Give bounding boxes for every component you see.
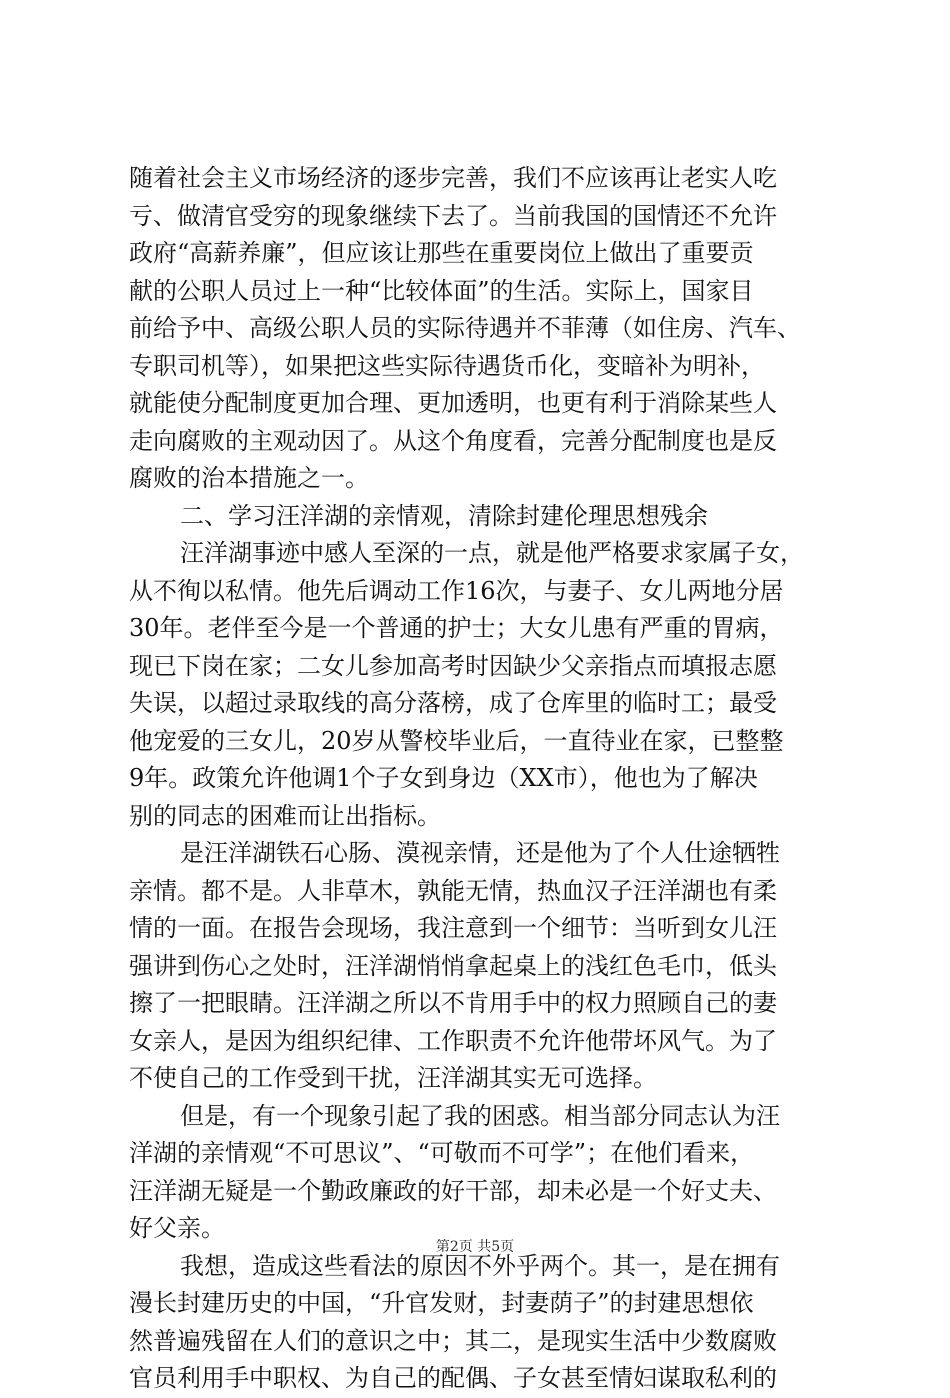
text-line: 9年。政策允许他调1个子女到身边（XX市），他也为了解决 [129, 764, 758, 792]
text-line: 走向腐败的主观动因了。从这个角度看，完善分配制度也是反 [129, 426, 777, 455]
text-line: 女亲人，是因为组织纪律、工作职责不允许他带坏风气。为了 [129, 1026, 777, 1055]
text-line: 官员利用手中职权、为自己的配偶、子女甚至情妇谋取私利的 [129, 1364, 777, 1392]
paragraph-start-line: 但是，有一个现象引起了我的困惑。相当部分同志认为汪 [180, 1101, 780, 1130]
text-line: 随着社会主义市场经济的逐步完善，我们不应该再让老实人吃 [129, 164, 777, 192]
paragraph-start-line: 是汪洋湖铁石心肠、漠视亲情，还是他为了个人仕途牺牲 [180, 839, 780, 867]
text-line: 漫长封建历史的中国，“升官发财，封妻荫子”的封建思想依 [129, 1289, 754, 1317]
text-line: 汪洋湖无疑是一个勤政廉政的好干部，却未必是一个好丈夫、 [129, 1176, 777, 1205]
text-line: 他宠爱的三女儿，20岁从警校毕业后，一直待业在家，已整整 [129, 726, 784, 755]
text-line: 情的一面。在报告会现场，我注意到一个细节：当听到女儿汪 [129, 914, 777, 942]
section-heading: 二、学习汪洋湖的亲情观，清除封建伦理思想残余 [180, 501, 708, 530]
paragraph-start-line: 汪洋湖事迹中感人至深的一点，就是他严格要求家属子女， [180, 539, 804, 567]
text-line: 擦了一把眼睛。汪洋湖之所以不肯用手中的权力照顾自己的妻 [129, 989, 777, 1017]
text-line: 献的公职人员过上一种“比较体面”的生活。实际上，国家目 [129, 276, 754, 305]
text-line: 好父亲。 [129, 1214, 225, 1242]
text-line: 就能使分配制度更加合理、更加透明，也更有利于消除某些人 [129, 389, 777, 417]
text-line: 从不徇以私情。他先后调动工作16次，与妻子、女儿两地分居 [129, 576, 784, 605]
text-line: 强讲到伤心之处时，汪洋湖悄悄拿起桌上的浅红色毛巾，低头 [129, 951, 777, 980]
text-line: 不使自己的工作受到干扰，汪洋湖其实无可选择。 [129, 1064, 657, 1092]
text-line: 亲情。都不是。人非草木，孰能无情，热血汉子汪洋湖也有柔 [129, 876, 777, 905]
text-line: 亏、做清官受穷的现象继续下去了。当前我国的国情还不允许 [129, 201, 777, 230]
text-line: 30年。老伴至今是一个普通的护士；大女儿患有严重的胃病， [129, 614, 784, 642]
text-line: 腐败的治本措施之一。 [129, 464, 369, 492]
text-line: 专职司机等），如果把这些实际待遇货币化，变暗补为明补， [129, 351, 765, 380]
document-body [129, 160, 829, 1398]
text-line: 别的同志的困难而让出指标。 [129, 801, 441, 830]
page-number-footer: 第2页 共5页 [435, 1239, 515, 1255]
text-line: 现已下岗在家；二女儿参加高考时因缺少父亲指点而填报志愿 [129, 651, 777, 680]
text-line: 前给予中、高级公职人员的实际待遇并不菲薄（如住房、汽车、 [129, 314, 801, 342]
text-line: 政府“高薪养廉”，但应该让那些在重要岗位上做出了重要贡 [129, 239, 754, 267]
text-line: 然普遍残留在人们的意识之中；其二，是现实生活中少数腐败 [129, 1326, 777, 1355]
text-line: 失误，以超过录取线的高分落榜，成了仓库里的临时工；最受 [129, 689, 777, 717]
text-line: 洋湖的亲情观“不可思议”、“可敬而不可学”；在他们看来， [129, 1139, 755, 1167]
paragraph-start-line: 我想，造成这些看法的原因不外乎两个。其一，是在拥有 [180, 1251, 780, 1280]
